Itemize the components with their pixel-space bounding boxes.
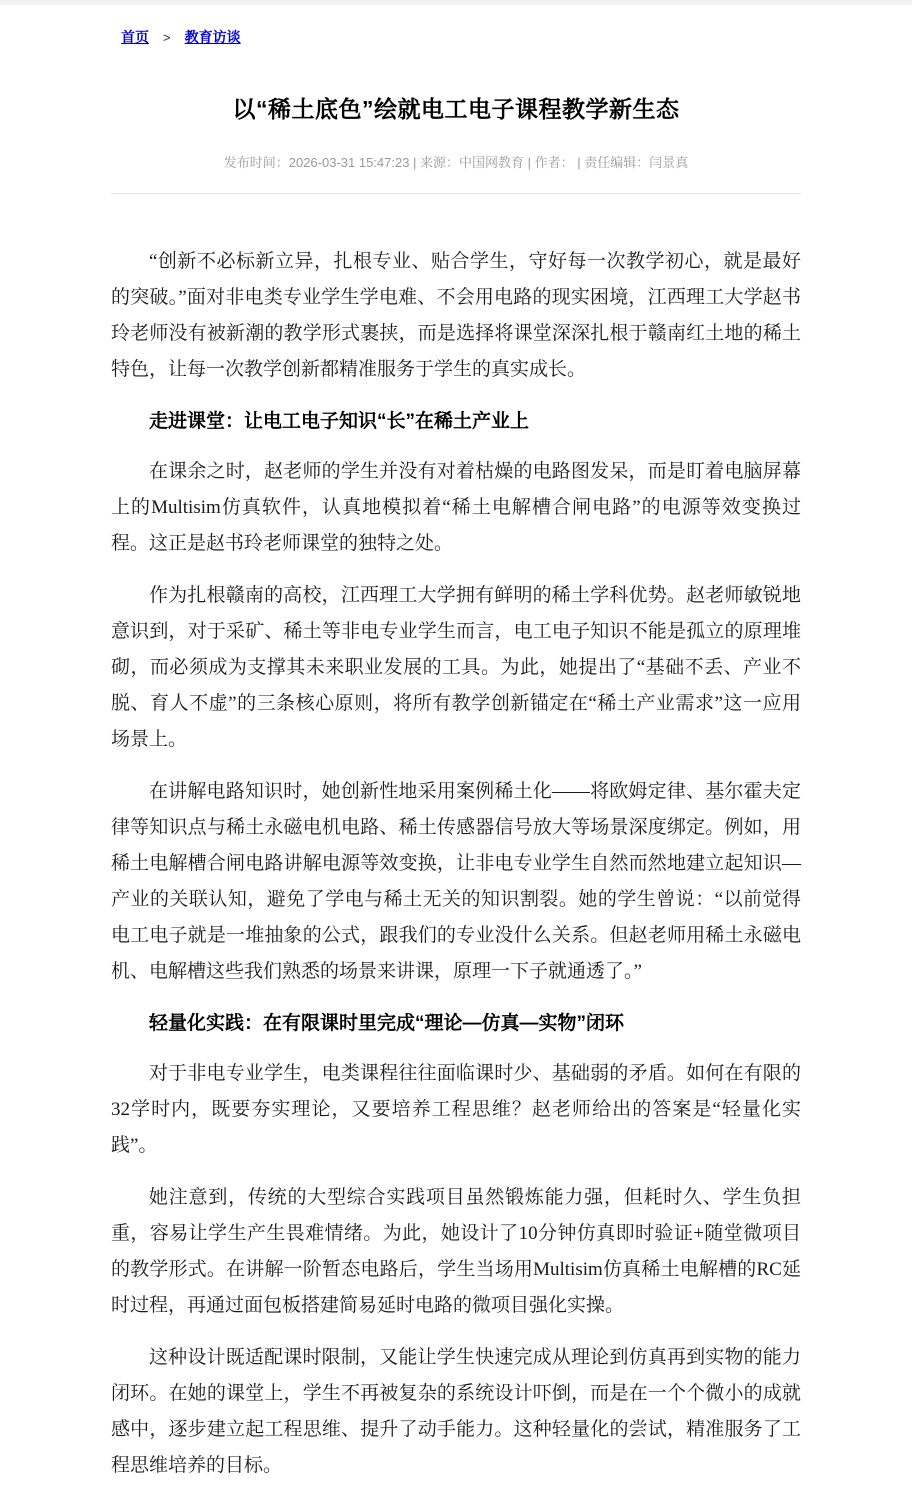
section-heading: 走进课堂：让电工电子知识“长”在稀土产业上	[149, 411, 530, 432]
article-paragraph: 作为扎根赣南的高校，江西理工大学拥有鲜明的稀土学科优势。赵老师敏锐地意识到，对于采矿、稀土等非电专业学生而言，电工电子知识不能是孤立的原理堆砌，而必须成为支撑其未来职业发展的工具。为此，她提出了“基础不丢、产业不脱、育人不虚”的三条核心原则，将所有教学创新锚定在“稀土产业需求”这一应用场景上。	[111, 585, 801, 750]
article-paragraph: 在讲解电路知识时，她创新性地采用案例稀土化——将欧姆定律、基尔霍夫定律等知识点与稀土永磁电机电路、稀土传感器信号放大等场景深度绑定。例如，用稀土电解槽合闸电路讲解电源等效变换，让非电专业学生自然而然地建立起知识—产业的关联认知，避免了学电与稀土无关的知识割裂。她的学生曾说：“以前觉得电工电子就是一堆抽象的公式，跟我们的专业没什么关系。但赵老师用稀土永磁电机、电解槽这些我们熟悉的场景来讲课，原理一下子就通透了。”	[111, 781, 801, 982]
page-title: 以“稀土底色”绘就电工电子课程教学新生态	[232, 96, 680, 122]
article-body	[111, 244, 801, 1484]
breadcrumb	[111, 5, 801, 47]
article-meta: 发布时间：2026-03-31 15:47:23 | 来源：中国网教育 | 作者： | 责任编辑：闫景真	[223, 155, 689, 170]
article-paragraph: “创新不必标新立异，扎根专业、贴合学生，守好每一次教学初心，就是最好的突破。”面对非电类专业学生学电难、不会用电路的现实困境，江西理工大学赵书玲老师没有被新潮的教学形式裹挟，而是选择将课堂深深扎根于赣南红土地的稀土特色，让每一次教学创新都精准服务于学生的真实成长。	[111, 251, 801, 380]
breadcrumb-link-home[interactable]: 首页	[121, 29, 149, 45]
article-paragraph: 对于非电专业学生，电类课程往往面临课时少、基础弱的矛盾。如何在有限的32学时内，既要夯实理论，又要培养工程思维？赵老师给出的答案是“轻量化实践”。	[111, 1063, 801, 1156]
breadcrumb-link-education-interview[interactable]: 教育访谈	[184, 29, 241, 45]
article-paragraph: 她注意到，传统的大型综合实践项目虽然锻炼能力强，但耗时久、学生负担重，容易让学生产生畏难情绪。为此，她设计了10分钟仿真即时验证+随堂微项目的教学形式。在讲解一阶暂态电路后，学生当场用Multisim仿真稀土电解槽的RC延时过程，再通过面包板搭建简易延时电路的微项目强化实操。	[111, 1187, 801, 1316]
section-heading: 轻量化实践：在有限课时里完成“理论—仿真—实物”闭环	[149, 1013, 625, 1034]
article-paragraph: 在课余之时，赵老师的学生并没有对着枯燥的电路图发呆，而是盯着电脑屏幕上的Multisim仿真软件，认真地模拟着“稀土电解槽合闸电路”的电源等效变换过程。这正是赵书玲老师课堂的独特之处。	[111, 461, 801, 554]
breadcrumb-separator: >	[163, 30, 171, 45]
article-paragraph: 这种设计既适配课时限制，又能让学生快速完成从理论到仿真再到实物的能力闭环。在她的课堂上，学生不再被复杂的系统设计吓倒，而是在一个个微小的成就感中，逐步建立起工程思维、提升了动手能力。这种轻量化的尝试，精准服务了工程思维培养的目标。	[111, 1347, 801, 1476]
meta-divider	[111, 193, 801, 194]
article-container	[111, 5, 801, 1484]
